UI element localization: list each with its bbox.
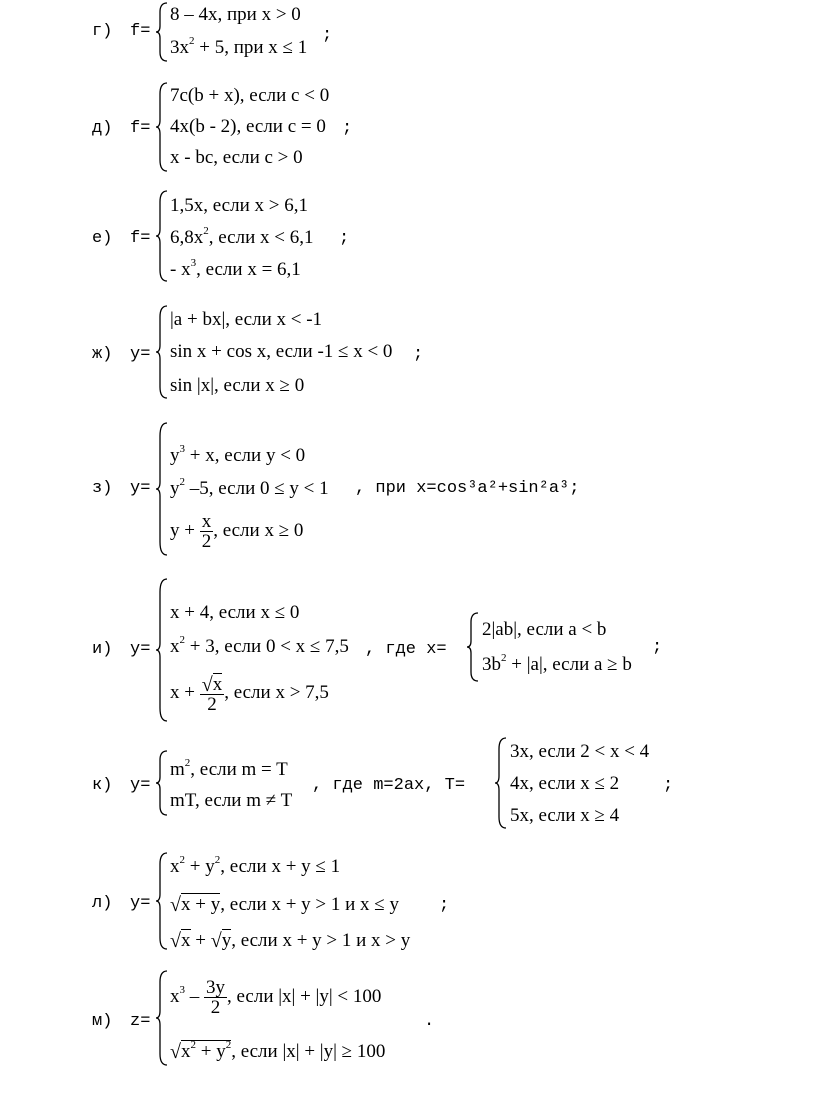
sqrt: √ $x^2 + y^2$ [170, 1039, 232, 1063]
item-label: д) [92, 119, 113, 138]
left-brace [155, 970, 169, 1066]
case-line-1: $x^2 + y^2$, если x + y ≤ 1 [170, 854, 341, 877]
sub-case-line-1: 2|ab|, если a < b [482, 619, 607, 640]
case-line-3: x - bc, если c > 0 [170, 147, 303, 168]
function-lhs: y= [130, 345, 151, 364]
case-line-3: y + $\frac{x}{2}$ , если x ≥ 0 [170, 511, 304, 552]
sqrt: √ x + y [170, 894, 221, 916]
case-line-2: sin x + cos x, если -1 ≤ x < 0 [170, 341, 393, 362]
function-lhs: y= [130, 894, 151, 913]
fraction: $\frac{3y}{2}$ [206, 977, 225, 1018]
terminator: ; [652, 638, 663, 657]
item-label: з) [92, 479, 113, 498]
terminator: ; [413, 345, 424, 364]
left-brace [155, 2, 169, 62]
sqrt: √ x [170, 930, 191, 952]
sqrt: √ y [210, 930, 232, 952]
case-line-1: |a + bx|, если x < -1 [170, 309, 323, 330]
sqrt: √ x [201, 674, 223, 696]
where-clause: , где x= [365, 640, 447, 659]
case-line-3: x + √ x 2 , если x > 7,5 [170, 674, 329, 715]
case-line-1: $m^2$, если m = T [170, 757, 288, 780]
function-lhs: z= [130, 1012, 151, 1031]
case-line-1: 1,5x, если x > 6,1 [170, 195, 308, 216]
case-line-2: √ x + y, если x + y > 1 и x ≤ y [170, 894, 399, 916]
case-line-2: $3x^2 + 5$, при x ≤ 1 [170, 35, 308, 58]
case-line-1: $y^3 + x$, если y < 0 [170, 443, 306, 466]
terminator: ; [339, 229, 350, 248]
case-line-3: √ x + √ y, если x + y > 1 и x > y [170, 930, 411, 952]
case-line-3: - $x^3$, если x = 6,1 [170, 257, 301, 280]
fraction: √ x 2 [201, 674, 223, 715]
sub-case-line-3: 5x, если x ≥ 4 [510, 805, 620, 826]
item-label: к) [92, 776, 113, 795]
left-brace [155, 305, 169, 399]
item-label: и) [92, 640, 113, 659]
left-brace [466, 612, 480, 682]
left-brace [494, 737, 508, 829]
item-label: м) [92, 1012, 113, 1031]
case-line-2: $y^2$ –5, если 0 ≤ y < 1 [170, 476, 329, 499]
terminator: ; [322, 26, 333, 45]
item-label: ж) [92, 345, 113, 364]
case-line-2: √ $x^2 + y^2$, если |x| + |y| ≥ 100 [170, 1039, 386, 1063]
function-lhs: f= [130, 229, 151, 248]
function-lhs: f= [130, 119, 151, 138]
case-line-1: 8 – 4x, при x > 0 [170, 4, 301, 25]
terminator: ; [342, 119, 353, 138]
sub-case-line-2: $3b^2 + |a|$, если a ≥ b [482, 652, 632, 675]
case-line-3: sin |x|, если x ≥ 0 [170, 375, 305, 396]
function-lhs: y= [130, 776, 151, 795]
sub-case-line-1: 3x, если 2 < x < 4 [510, 741, 650, 762]
item-label: г) [92, 22, 113, 41]
case-line-2: mT, если m ≠ T [170, 790, 293, 811]
left-brace [155, 190, 169, 282]
terminator: . [424, 1012, 435, 1031]
item-label: е) [92, 229, 113, 248]
where-clause: , где m=2ax, T= [312, 776, 466, 795]
sub-case-line-2: 4x, если x ≤ 2 [510, 773, 620, 794]
terminator: ; [663, 776, 674, 795]
fraction: $\frac{x}{2}$ [201, 511, 212, 552]
case-line-1: 7c(b + x), если c < 0 [170, 85, 330, 106]
function-lhs: y= [130, 640, 151, 659]
suffix-condition: , при x=cos³a²+sin²a³; [355, 479, 580, 498]
case-line-2: $6,8x^2$, если x < 6,1 [170, 225, 314, 248]
left-brace [155, 422, 169, 556]
item-label: л) [92, 894, 113, 913]
left-brace [155, 852, 169, 950]
function-lhs: f= [130, 22, 151, 41]
case-line-2: 4x(b - 2), если c = 0 [170, 116, 326, 137]
terminator: ; [439, 896, 450, 915]
left-brace [155, 578, 169, 722]
case-line-2: $x^2 + 3$, если 0 < x ≤ 7,5 [170, 634, 349, 657]
left-brace [155, 82, 169, 172]
left-brace [155, 750, 169, 816]
case-line-1: $x^3$ – $\frac{3y}{2}$ , если |x| + |y| < 100 [170, 977, 382, 1018]
case-line-1: x + 4, если x ≤ 0 [170, 602, 300, 623]
function-lhs: y= [130, 479, 151, 498]
